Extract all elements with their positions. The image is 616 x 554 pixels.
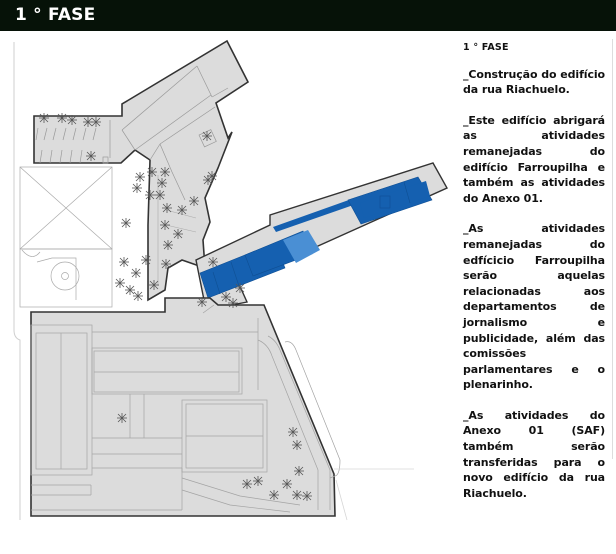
page-title: 1 ° FASE — [15, 5, 96, 25]
divider — [612, 39, 613, 459]
paragraph-construction: _Construção do edifício da rua Riachuelo. — [463, 67, 605, 97]
existing-building-west — [20, 167, 112, 307]
existing-building-south — [31, 298, 340, 516]
new-building-riachuelo-site — [196, 163, 447, 310]
page-header — [0, 0, 616, 31]
paragraph-anexo-saf: _As atividades do Anexo 01 (SAF) também serão transferidas para o novo edifício da rua Riachuelo. — [463, 408, 605, 500]
paragraph-relocated-activities: _As atividades remanejadas do edfícicio Farroupilha serão aquelas relacionadas aos departamentos de jornalismo e publicidade, além das comissões parlamentares e o plenarinho. — [463, 222, 605, 392]
site-plan — [0, 31, 450, 550]
phase-heading: 1 ° FASE — [463, 42, 509, 53]
phase-description — [463, 40, 605, 516]
paragraph-building-use: _Este edifício abrigará as atividades remanejadas do edifício Farroupilha e também as atividades do Anexo 01. — [463, 113, 605, 205]
